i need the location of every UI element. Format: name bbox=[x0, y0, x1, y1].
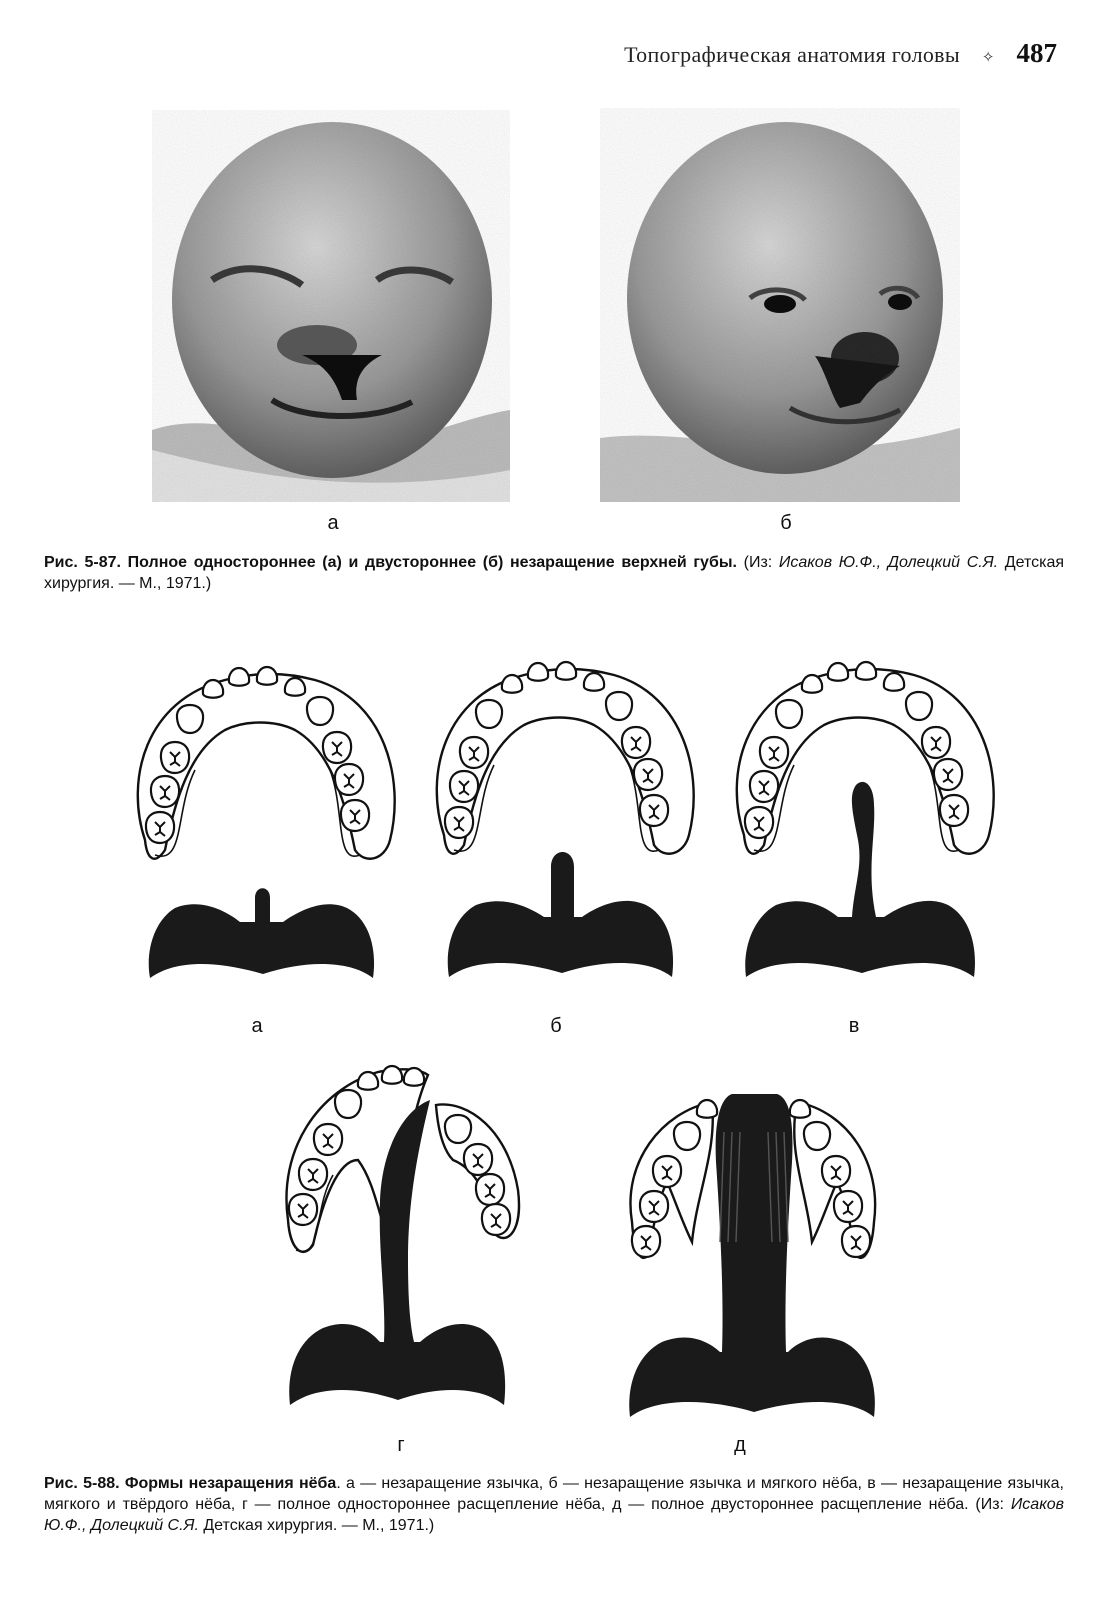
palate-diagram-b bbox=[414, 655, 704, 1000]
panel-label-87a: а bbox=[327, 512, 339, 534]
page-number: 487 bbox=[1016, 38, 1057, 68]
figure-88-source-prefix: (Из: bbox=[975, 1496, 1011, 1513]
figure-87-ref: Рис. 5-87. bbox=[44, 554, 121, 571]
photo-unilateral-cleft-lip bbox=[152, 110, 510, 502]
panel-label-87b: б bbox=[780, 512, 792, 534]
panel-label-88g: г bbox=[397, 1434, 405, 1456]
panel-label-88v: в bbox=[848, 1015, 860, 1037]
palate-diagram-v bbox=[714, 655, 1004, 1000]
figure-88-source-rest: Детская хирургия. — М., 1971.) bbox=[203, 1517, 435, 1534]
figure-87-source-authors: Исаков Ю.Ф., Долецкий С.Я. bbox=[778, 554, 999, 571]
panel-label-88b: б bbox=[550, 1015, 562, 1037]
figure-88-source-authors: Исаков Ю.Ф., Долецкий С.Я. bbox=[44, 1496, 1064, 1534]
photo-bilateral-cleft-lip bbox=[600, 108, 960, 502]
panel-label-88a: а bbox=[251, 1015, 263, 1037]
figure-88-caption bbox=[44, 1473, 1064, 1536]
palate-diagram-g bbox=[268, 1060, 538, 1430]
figure-87-caption bbox=[44, 552, 1064, 594]
running-title: Топографическая анатомия головы bbox=[624, 42, 960, 67]
figure-88-body: . а — незаращение язычка, б — незаращение язычка и мягкого нёба, в — незаращение язычка, мягкого и твёрдого нёба, г — полное одностороннее расщепление нёба, д — полное двустороннее расщепление нёба. bbox=[44, 1475, 1065, 1513]
figure-87-source-rest: Детская хирургия. — М., 1971.) bbox=[44, 554, 1064, 592]
panel-label-88d: д bbox=[734, 1434, 746, 1456]
figure-88-title: Формы незаращения нёба bbox=[124, 1475, 337, 1492]
figure-87-title: Полное одностороннее (а) и двустороннее (б) незаращение верхней губы. bbox=[127, 554, 737, 571]
figure-88-ref: Рис. 5-88. bbox=[44, 1475, 120, 1492]
page-header bbox=[624, 38, 1057, 69]
diamond-ornament-icon: ✧ bbox=[981, 48, 995, 66]
figure-87-source-prefix: (Из: bbox=[743, 554, 779, 571]
palate-diagram-d bbox=[612, 1072, 892, 1432]
palate-diagram-a bbox=[115, 660, 405, 1005]
